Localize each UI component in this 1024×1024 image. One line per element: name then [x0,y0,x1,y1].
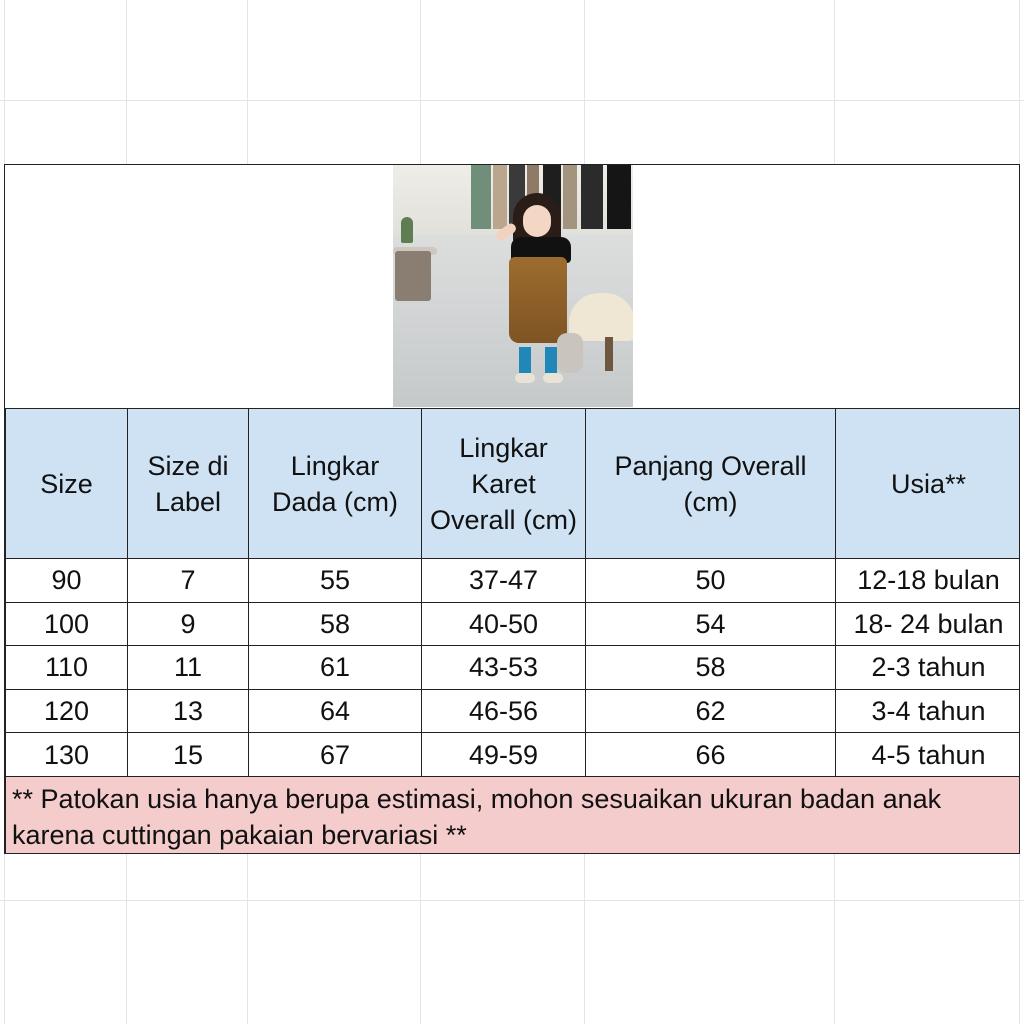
cell-chest: 58 [249,602,422,646]
cell-size-label: 9 [128,602,249,646]
grid-line [420,0,421,164]
header-size: Size [6,409,128,559]
grid-line [126,0,127,164]
cell-chest: 67 [249,733,422,777]
grid-line [247,0,248,164]
header-length: Panjang Overall (cm) [586,409,836,559]
grid-line [4,0,5,164]
table-row [6,602,1021,646]
cell-elastic: 43-53 [422,646,586,690]
cell-size-label: 7 [128,559,249,603]
cell-size-label: 15 [128,733,249,777]
cell-length: 50 [586,559,836,603]
size-table [5,408,1020,854]
cell-chest: 64 [249,689,422,733]
cell-age: 3-4 tahun [836,689,1021,733]
cell-elastic: 49-59 [422,733,586,777]
cell-size: 120 [6,689,128,733]
grid-line [420,854,421,1024]
size-chart-sheet [4,164,1020,854]
cell-size: 110 [6,646,128,690]
cell-length: 58 [586,646,836,690]
age-note: ** Patokan usia hanya berupa estimasi, mohon sesuaikan ukuran badan anak karena cuttingan pakaian bervariasi ** [6,776,1021,854]
table-row [6,559,1021,603]
cell-chest: 55 [249,559,422,603]
grid-line [247,854,248,1024]
grid-line [4,854,5,1024]
header-chest: Lingkar Dada (cm) [249,409,422,559]
photo-row [5,165,1020,409]
cell-elastic: 37-47 [422,559,586,603]
cell-age: 12-18 bulan [836,559,1021,603]
cell-size-label: 11 [128,646,249,690]
cell-chest: 61 [249,646,422,690]
cell-size-label: 13 [128,689,249,733]
header-age: Usia** [836,409,1021,559]
cell-age: 2-3 tahun [836,646,1021,690]
child-model-photo-icon [393,165,633,407]
cell-age: 18- 24 bulan [836,602,1021,646]
cell-size: 130 [6,733,128,777]
table-row [6,646,1021,690]
cell-size: 90 [6,559,128,603]
cell-age: 4-5 tahun [836,733,1021,777]
cell-length: 54 [586,602,836,646]
cell-elastic: 40-50 [422,602,586,646]
grid-line [126,854,127,1024]
grid-line [1019,854,1020,1024]
grid-line [584,854,585,1024]
cell-length: 62 [586,689,836,733]
grid-line [834,854,835,1024]
note-row [6,776,1021,854]
grid-line [584,0,585,164]
table-row [6,733,1021,777]
grid-line [1019,0,1020,164]
table-row [6,689,1021,733]
grid-line [834,0,835,164]
header-size-label: Size di Label [128,409,249,559]
header-row [6,409,1021,559]
cell-elastic: 46-56 [422,689,586,733]
grid-line [0,100,1024,101]
grid-line [0,900,1024,901]
cell-length: 66 [586,733,836,777]
cell-size: 100 [6,602,128,646]
header-elastic: Lingkar Karet Overall (cm) [422,409,586,559]
